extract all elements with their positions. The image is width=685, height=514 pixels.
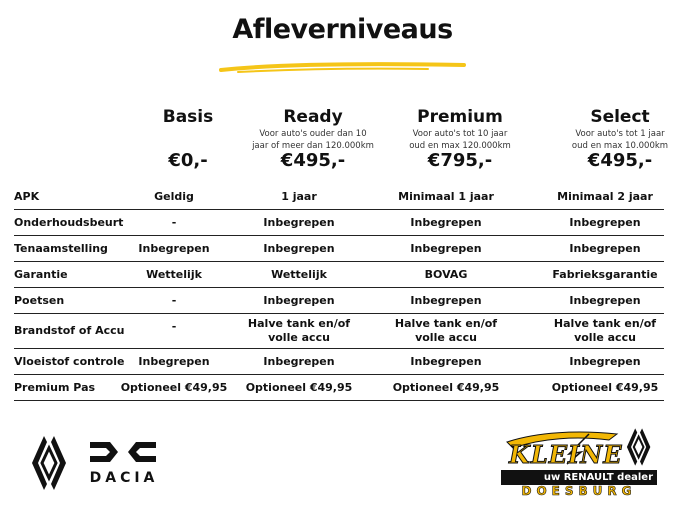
plan-subtitle: oud en max 120.000km xyxy=(409,141,511,151)
price-select: €495,- xyxy=(587,150,653,171)
table-row xyxy=(14,263,664,288)
price-ready: €495,- xyxy=(280,150,346,171)
table-cell xyxy=(569,242,640,256)
plan-subtitle: Voor auto's ouder dan 10 xyxy=(259,129,367,139)
cell-line: - xyxy=(171,294,177,307)
cell-line: Inbegrepen xyxy=(569,294,641,307)
title-underline xyxy=(218,60,468,76)
dacia-emblem-icon xyxy=(88,438,158,466)
table-cell xyxy=(410,294,481,308)
renault-logo-icon xyxy=(30,434,72,492)
cell-line: Inbegrepen xyxy=(263,216,335,229)
plan-header-premium xyxy=(390,106,530,152)
plan-subtitle: Voor auto's tot 1 jaar xyxy=(575,129,665,139)
plan-header-ready xyxy=(243,106,383,152)
cell-line: Inbegrepen xyxy=(263,242,335,255)
price-premium: €795,- xyxy=(427,150,493,171)
table-cell xyxy=(425,268,468,282)
cell-line: Minimaal 2 jaar xyxy=(557,190,653,203)
table-cell xyxy=(410,242,481,256)
table-cell xyxy=(552,268,657,282)
table-cell xyxy=(398,190,494,204)
table-cell xyxy=(172,216,177,230)
table-cell xyxy=(271,268,327,282)
plan-name: Select xyxy=(590,107,650,127)
row-label: Vloeistof controle xyxy=(14,355,125,368)
table-cell xyxy=(121,381,228,395)
table-cell xyxy=(410,355,481,369)
cell-line: Inbegrepen xyxy=(410,216,482,229)
table-cell xyxy=(263,216,334,230)
kleine-wordmark: KLEINE xyxy=(509,440,623,469)
cell-line: Inbegrepen xyxy=(569,216,641,229)
table-cell xyxy=(263,242,334,256)
cell-line: Optioneel €49,95 xyxy=(392,381,500,394)
table-cell xyxy=(569,294,640,308)
cell-line: volle accu xyxy=(574,331,636,344)
table-cell xyxy=(248,317,350,345)
table-row xyxy=(14,289,664,314)
table-cell xyxy=(154,190,194,204)
table-cell xyxy=(172,320,177,334)
table-row xyxy=(14,376,664,401)
table-row xyxy=(14,185,664,210)
table-cell xyxy=(410,216,481,230)
plan-header-select xyxy=(550,106,685,152)
row-label: Onderhoudsbeurt xyxy=(14,216,124,229)
table-cell xyxy=(569,355,640,369)
cell-line: Minimaal 1 jaar xyxy=(398,190,494,203)
row-label: Garantie xyxy=(14,268,68,281)
cell-line: Wettelijk xyxy=(146,268,202,281)
cell-line: BOVAG xyxy=(424,268,468,281)
cell-line: - xyxy=(171,320,177,333)
cell-line: 1 jaar xyxy=(281,190,317,203)
cell-line: Inbegrepen xyxy=(410,355,482,368)
table-cell xyxy=(172,294,177,308)
cell-line: Inbegrepen xyxy=(410,242,482,255)
renault-logo-small-icon xyxy=(625,427,655,467)
cell-line: Inbegrepen xyxy=(263,355,335,368)
cell-line: Halve tank en/of xyxy=(247,317,351,330)
table-cell xyxy=(281,190,317,204)
plan-name: Ready xyxy=(283,107,343,127)
row-label: Premium Pas xyxy=(14,381,96,394)
table-cell xyxy=(552,381,659,395)
table-cell xyxy=(554,317,656,345)
table-cell xyxy=(138,355,209,369)
table-cell xyxy=(138,242,209,256)
cell-line: Halve tank en/of xyxy=(394,317,498,330)
cell-line: Inbegrepen xyxy=(569,355,641,368)
table-cell xyxy=(395,317,497,345)
cell-line: Optioneel €49,95 xyxy=(120,381,228,394)
plan-subtitle: Voor auto's tot 10 jaar xyxy=(412,129,508,139)
row-label: Tenaamstelling xyxy=(14,242,108,255)
table-row xyxy=(14,237,664,262)
cell-line: Geldig xyxy=(154,190,194,203)
cell-line: Wettelijk xyxy=(271,268,327,281)
plan-name: Basis xyxy=(162,107,214,127)
cell-line: Halve tank en/of xyxy=(553,317,657,330)
cell-line: Inbegrepen xyxy=(410,294,482,307)
plan-header-basis xyxy=(138,106,238,128)
table-row xyxy=(14,315,664,349)
price-basis: €0,- xyxy=(168,150,208,171)
cell-line: Fabrieksgarantie xyxy=(552,268,658,281)
dealer-tagline: uw RENAULT dealer xyxy=(501,470,657,485)
table-row xyxy=(14,211,664,236)
cell-line: - xyxy=(171,216,177,229)
cell-line: Inbegrepen xyxy=(263,294,335,307)
cell-line: Inbegrepen xyxy=(138,242,210,255)
table-cell xyxy=(557,190,653,204)
table-cell xyxy=(146,268,202,282)
table-cell xyxy=(393,381,500,395)
cell-line: Inbegrepen xyxy=(138,355,210,368)
dacia-wordmark: DACIA xyxy=(89,470,159,486)
cell-line: volle accu xyxy=(415,331,477,344)
row-label: APK xyxy=(14,190,40,203)
plan-name: Premium xyxy=(417,107,503,127)
table-row xyxy=(14,350,664,375)
row-label: Brandstof of Accu xyxy=(14,324,125,337)
page-title: Afleverniveaus xyxy=(232,14,453,45)
plan-subtitle: oud en max 10.000km xyxy=(571,141,669,151)
row-label: Poetsen xyxy=(14,294,65,307)
table-cell xyxy=(569,216,640,230)
cell-line: volle accu xyxy=(268,331,330,344)
table-cell xyxy=(263,355,334,369)
cell-line: Optioneel €49,95 xyxy=(245,381,353,394)
table-cell xyxy=(263,294,334,308)
cell-line: Inbegrepen xyxy=(569,242,641,255)
table-cell xyxy=(246,381,353,395)
cell-line: Optioneel €49,95 xyxy=(551,381,659,394)
dealer-city: DOESBURG xyxy=(521,484,637,498)
plan-subtitle: jaar of meer dan 120.000km xyxy=(252,141,374,151)
